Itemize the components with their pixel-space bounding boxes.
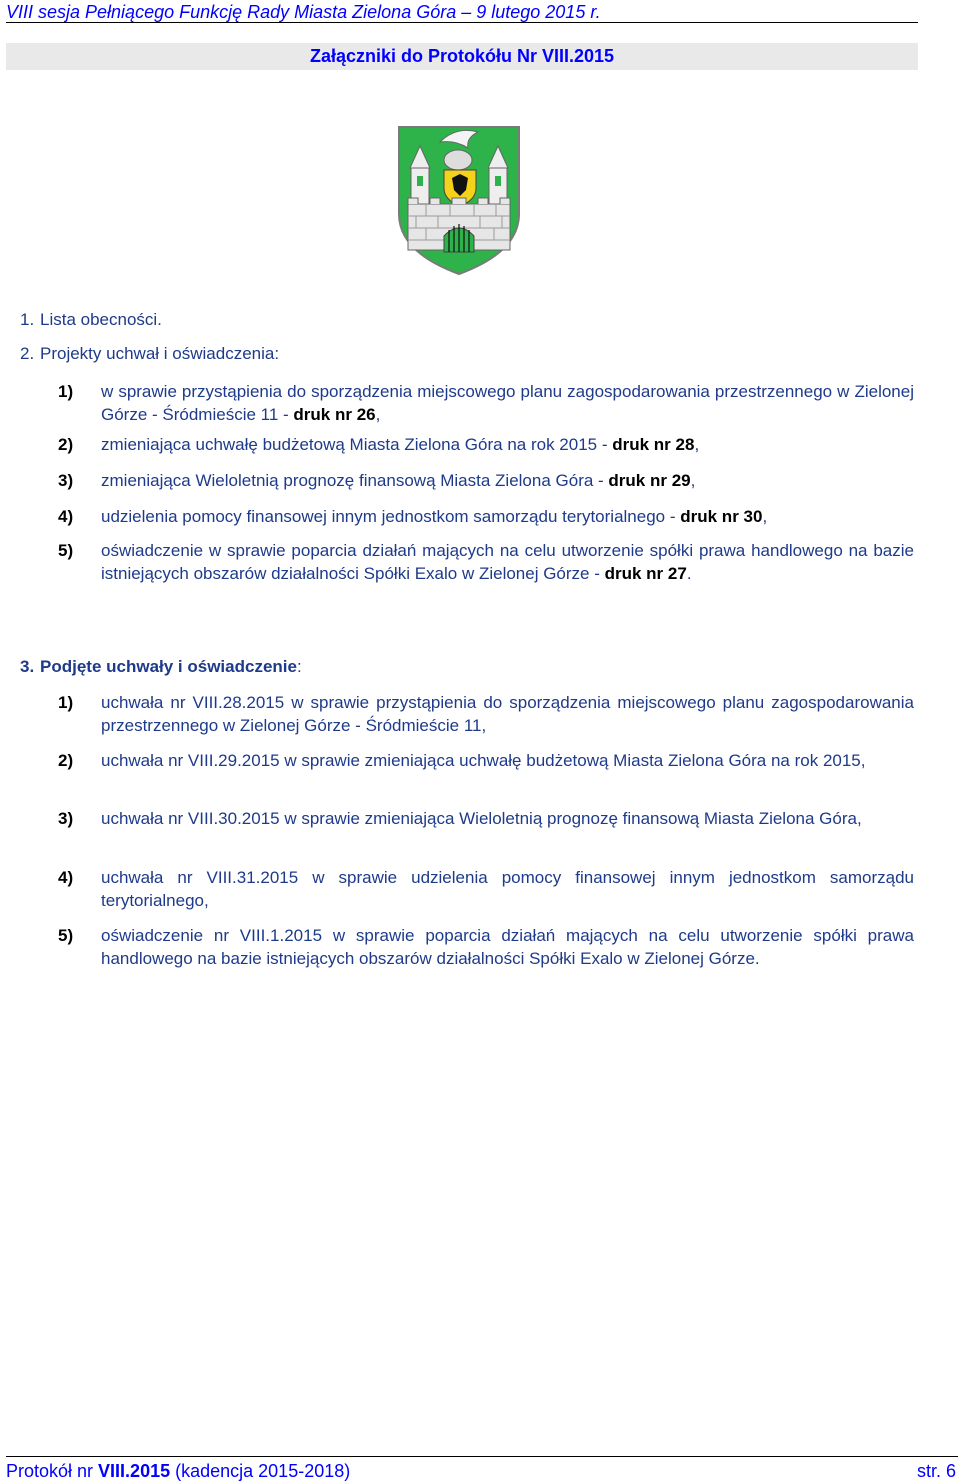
resolution-item-3-lead: uchwała nr VIII.30.2015	[101, 809, 280, 828]
draft-item-2-number: 2)	[58, 435, 74, 454]
section-1-number: 1.	[20, 310, 35, 329]
draft-item-5-number: 5)	[58, 541, 74, 560]
city-coat-of-arms	[396, 124, 522, 276]
draft-item-3-print: druk nr 29	[608, 471, 691, 490]
draft-item-2-print: druk nr 28	[612, 435, 695, 454]
draft-item-3-number: 3)	[58, 471, 74, 490]
document-header: VIII sesja Pełniącego Funkcję Rady Miasta Zielona Góra – 9 lutego 2015 r.	[6, 0, 918, 23]
resolution-item-3-number: 3)	[58, 809, 74, 828]
draft-item-1-text: w sprawie przystąpienia do sporządzenia miejscowego planu zagospodarowania przestrzennego w Zielonej Górze - Śródmieście 11 -	[101, 382, 914, 424]
attachments-title: Załączniki do Protokółu Nr VIII.2015	[6, 43, 918, 70]
draft-item-5-tail: .	[686, 564, 692, 583]
section-2-text: Projekty uchwał i oświadczenia:	[40, 344, 280, 363]
draft-item-1-number: 1)	[58, 382, 74, 401]
draft-item-1-print: druk nr 26	[293, 405, 376, 424]
resolution-item-1-number: 1)	[58, 693, 74, 712]
footer-prefix: Protokół nr	[6, 1461, 99, 1481]
section-3	[20, 657, 302, 677]
resolution-item-5-text: w sprawie poparcia działań mających na celu utworzenie spółki prawa handlowego na bazie istniejących obszarów działalności Spółki Exalo w Zielonej Górze.	[101, 926, 914, 968]
section-2	[20, 344, 279, 364]
draft-item-2-tail: ,	[694, 435, 700, 454]
draft-item-4-tail: ,	[762, 507, 768, 526]
section-1	[20, 310, 162, 330]
draft-item-4-number: 4)	[58, 507, 74, 526]
resolution-item-2-number: 2)	[58, 751, 74, 770]
resolution-item-1-lead: uchwała nr VIII.28.2015	[101, 693, 285, 712]
draft-item-4-print: druk nr 30	[680, 507, 763, 526]
draft-item-5-text: oświadczenie w sprawie poparcia działań mających na celu utworzenie spółki prawa handlowego na bazie istniejących obszarów działalności Spółki Exalo w Zielonej Górze -	[101, 541, 914, 583]
footer-suffix: (kadencja 2015-2018)	[170, 1461, 351, 1481]
draft-item-5-print: druk nr 27	[604, 564, 687, 583]
section-3-number: 3.	[20, 657, 35, 676]
resolution-item-4-text: w sprawie udzielenia pomocy finansowej innym jednostkom samorządu terytorialnego,	[101, 868, 914, 910]
draft-item-3-tail: ,	[690, 471, 696, 490]
section-3-text: Podjęte uchwały i oświadczenie	[40, 657, 297, 676]
footer-protocol	[6, 1459, 350, 1483]
resolution-item-2-text: w sprawie zmieniająca uchwałę budżetową Miasta Zielona Góra na rok 2015,	[279, 751, 866, 770]
resolution-item-3-text: w sprawie zmieniająca Wieloletnią prognozę finansową Miasta Zielona Góra,	[279, 809, 862, 828]
footer-protocol-number: VIII.2015	[98, 1461, 171, 1481]
draft-item-3-text: zmieniająca Wieloletnią prognozę finansową Miasta Zielona Góra -	[101, 471, 609, 490]
document-footer	[6, 1456, 958, 1481]
draft-item-2-text: zmieniająca uchwałę budżetową Miasta Zielona Góra na rok 2015 -	[101, 435, 613, 454]
section-2-number: 2.	[20, 344, 35, 363]
resolution-item-4-lead: uchwała nr VIII.31.2015	[101, 868, 299, 887]
resolution-item-5-lead: oświadczenie nr VIII.1.2015	[101, 926, 323, 945]
resolution-item-2-lead: uchwała nr VIII.29.2015	[101, 751, 280, 770]
resolution-item-1-text: w sprawie przystąpienia do sporządzenia miejscowego planu zagospodarowania przestrzennego w Zielonej Górze - Śródmieście 11,	[101, 693, 914, 735]
page-number: str. 6	[916, 1461, 956, 1481]
section-3-colon: :	[296, 657, 302, 676]
resolution-item-4-number: 4)	[58, 868, 74, 887]
draft-item-1-tail: ,	[375, 405, 381, 424]
draft-item-4-text: udzielenia pomocy finansowej innym jednostkom samorządu terytorialnego -	[101, 507, 681, 526]
resolution-item-5-number: 5)	[58, 926, 74, 945]
section-1-text: Lista obecności.	[40, 310, 162, 329]
